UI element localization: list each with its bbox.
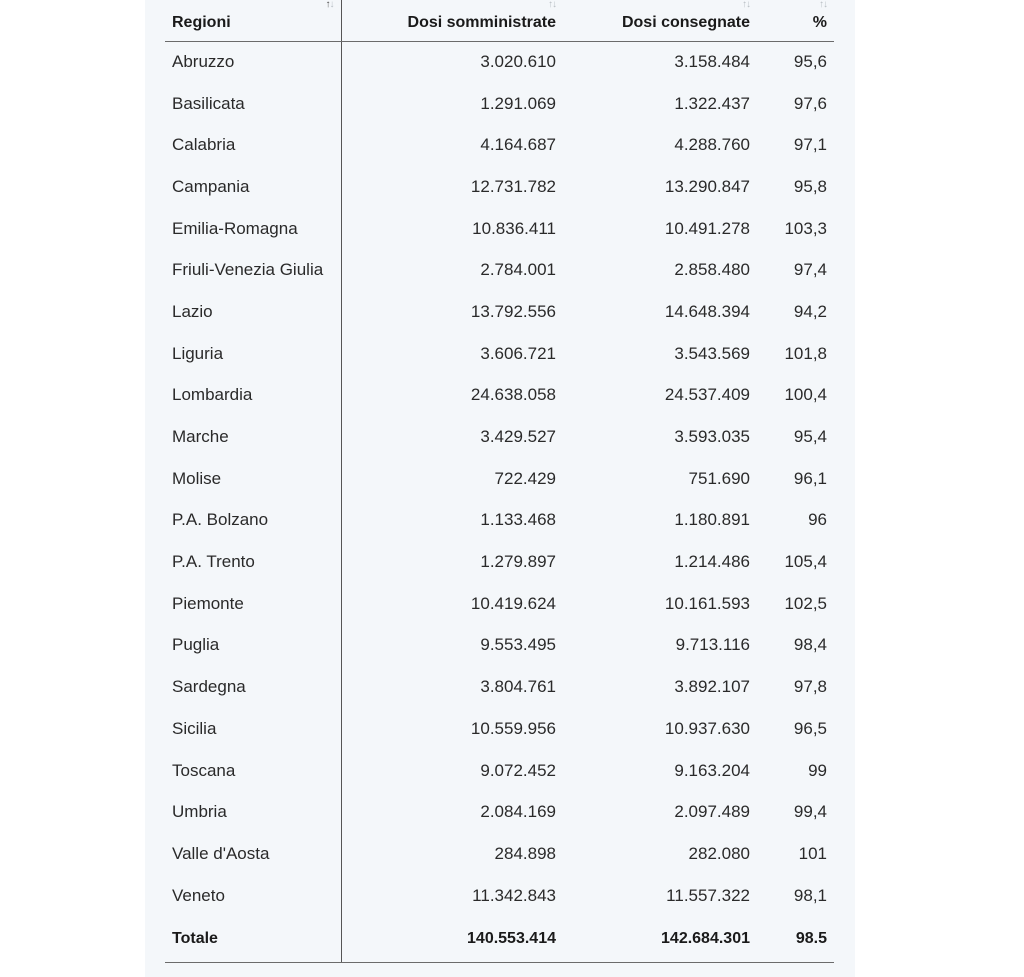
administered-cell: 284.898 [494,843,556,863]
percent-cell: 98,4 [793,635,827,655]
region-cell: P.A. Bolzano [165,500,341,542]
table-row [165,458,834,500]
delivered-cell: 10.937.630 [664,718,750,738]
header-dosi-consegnate-label: Dosi consegnate [621,13,750,31]
delivered-cell: 11.557.322 [666,885,750,905]
region-cell: Abruzzo [165,41,341,83]
percent-cell: 97,4 [793,260,827,280]
table-row [165,833,834,875]
delivered-cell: 751.690 [688,468,750,488]
administered-cell: 1.291.069 [480,93,556,113]
header-dosi-somministrate[interactable] [341,0,563,41]
delivered-cell: 3.158.484 [674,52,750,72]
header-dosi-somministrate-label: Dosi somministrate [407,13,556,31]
administered-cell: 9.072.452 [480,760,556,780]
percent-cell: 96,5 [793,718,827,738]
table-row [165,416,834,458]
percent-cell: 97,8 [793,677,827,697]
administered-cell: 10.559.956 [470,718,556,738]
percent-cell: 97,6 [793,93,827,113]
total-label: Totale [165,916,341,962]
percent-cell: 105,4 [784,552,827,572]
delivered-cell: 14.648.394 [664,301,750,321]
delivered-cell: 13.290.847 [664,176,750,196]
percent-cell: 95,4 [793,427,827,447]
region-cell: P.A. Trento [165,541,341,583]
region-cell: Marche [165,416,341,458]
region-cell: Molise [165,458,341,500]
total-administered: 140.553.414 [341,916,563,962]
administered-cell: 1.133.468 [480,510,556,530]
total-percent: 98.5 [757,916,834,962]
percent-cell: 96 [808,510,827,530]
delivered-cell: 24.537.409 [664,385,750,405]
administered-cell: 3.804.761 [480,677,556,697]
total-delivered: 142.684.301 [563,916,757,962]
administered-cell: 10.419.624 [470,593,556,613]
region-cell: Valle d'Aosta [165,833,341,875]
region-cell: Piemonte [165,583,341,625]
table-row [165,875,834,917]
header-percent-label: % [812,13,827,31]
table-row [165,583,834,625]
administered-cell: 12.731.782 [470,176,556,196]
region-cell: Liguria [165,333,341,375]
delivered-cell: 4.288.760 [674,135,750,155]
vaccine-doses-table [165,0,834,963]
table-row [165,791,834,833]
administered-cell: 2.784.001 [480,260,556,280]
delivered-cell: 1.214.486 [674,552,750,572]
header-regioni[interactable] [165,0,341,41]
sort-icon[interactable]: ↑↓ [325,0,334,10]
sort-icon[interactable]: ↑↓ [819,0,827,10]
table-header-row [165,0,834,41]
table-row [165,166,834,208]
percent-cell: 102,5 [784,593,827,613]
table-row [165,83,834,125]
region-cell: Lombardia [165,375,341,417]
percent-cell: 96,1 [793,468,827,488]
table-row [165,750,834,792]
administered-cell: 3.020.610 [480,52,556,72]
table-row [165,666,834,708]
region-cell: Campania [165,166,341,208]
percent-cell: 103,3 [784,218,827,238]
sort-icon[interactable]: ↑↓ [742,0,750,10]
table-row [165,541,834,583]
delivered-cell: 3.593.035 [674,427,750,447]
administered-cell: 2.084.169 [480,802,556,822]
percent-cell: 99 [808,760,827,780]
percent-cell: 99,4 [793,802,827,822]
table-row [165,500,834,542]
delivered-cell: 1.322.437 [674,93,750,113]
header-dosi-consegnate[interactable] [563,0,757,41]
table-total-row [165,916,834,962]
administered-cell: 10.836.411 [472,218,556,238]
percent-cell: 95,6 [793,52,827,72]
delivered-cell: 2.858.480 [674,260,750,280]
percent-cell: 98,1 [793,885,827,905]
administered-cell: 4.164.687 [480,135,556,155]
region-cell: Sardegna [165,666,341,708]
table-row [165,124,834,166]
region-cell: Umbria [165,791,341,833]
header-regioni-label: Regioni [172,13,231,31]
delivered-cell: 3.543.569 [674,343,750,363]
region-cell: Sicilia [165,708,341,750]
administered-cell: 722.429 [494,468,556,488]
region-cell: Toscana [165,750,341,792]
delivered-cell: 10.491.278 [664,218,750,238]
delivered-cell: 282.080 [688,843,750,863]
percent-cell: 94,2 [793,301,827,321]
administered-cell: 3.429.527 [480,427,556,447]
sort-icon[interactable]: ↑↓ [548,0,556,10]
percent-cell: 100,4 [784,385,827,405]
administered-cell: 1.279.897 [480,552,556,572]
percent-cell: 95,8 [793,176,827,196]
percent-cell: 97,1 [793,135,827,155]
delivered-cell: 9.713.116 [675,635,750,655]
percent-cell: 101,8 [784,343,827,363]
table-row [165,291,834,333]
table-row [165,41,834,83]
administered-cell: 24.638.058 [470,385,556,405]
table-body [165,41,834,916]
delivered-cell: 1.180.891 [674,510,750,530]
region-cell: Basilicata [165,83,341,125]
table-row [165,208,834,250]
header-percent[interactable] [757,0,834,41]
region-cell: Lazio [165,291,341,333]
table-row [165,249,834,291]
percent-cell: 101 [798,843,827,863]
region-cell: Calabria [165,124,341,166]
table-row [165,375,834,417]
region-cell: Veneto [165,875,341,917]
table-row [165,708,834,750]
administered-cell: 9.553.495 [480,635,556,655]
region-cell: Emilia-Romagna [165,208,341,250]
region-cell: Puglia [165,625,341,667]
delivered-cell: 10.161.593 [664,593,750,613]
administered-cell: 11.342.843 [472,885,556,905]
delivered-cell: 9.163.204 [674,760,750,780]
table-row [165,333,834,375]
administered-cell: 3.606.721 [480,343,556,363]
table-row [165,625,834,667]
administered-cell: 13.792.556 [470,301,556,321]
region-cell: Friuli-Venezia Giulia [165,249,341,291]
delivered-cell: 2.097.489 [674,802,750,822]
delivered-cell: 3.892.107 [674,677,750,697]
